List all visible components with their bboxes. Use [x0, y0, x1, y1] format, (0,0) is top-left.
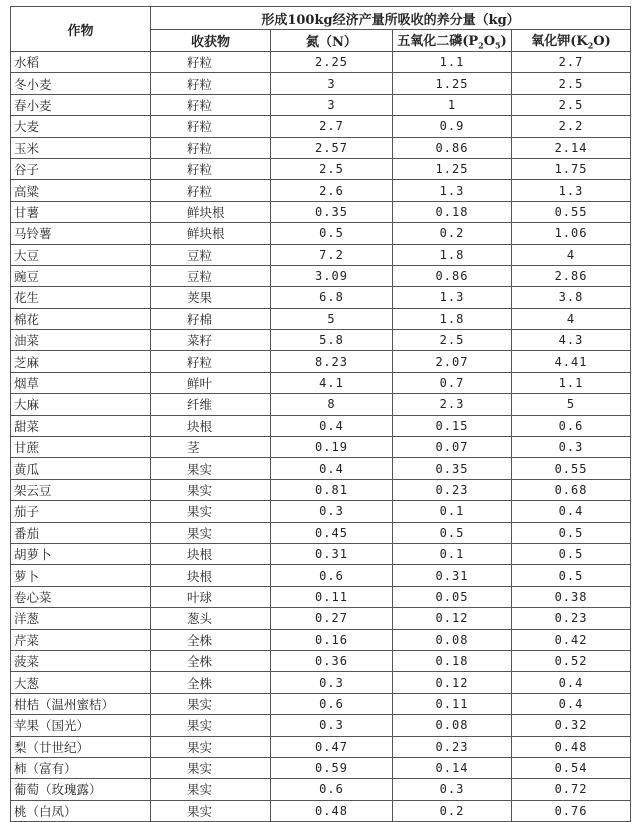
- phosphorus-cell: 0.15: [393, 415, 512, 436]
- harvest-part-cell: 鲜块根: [151, 223, 271, 244]
- table-row: [11, 73, 631, 94]
- harvest-part-cell: 籽粒: [151, 137, 271, 158]
- harvest-part-cell: 茎: [151, 437, 271, 458]
- nitrogen-cell: 8.23: [271, 351, 393, 372]
- crop-cell: 芝麻: [11, 351, 151, 372]
- table-row: [11, 137, 631, 158]
- nitrogen-cell: 0.3: [271, 501, 393, 522]
- potassium-cell: 0.4: [512, 693, 631, 714]
- crop-cell: 柿（富有）: [11, 757, 151, 778]
- potassium-cell: 0.72: [512, 779, 631, 800]
- potassium-cell: 1.3: [512, 180, 631, 201]
- table-row: [11, 244, 631, 265]
- potassium-cell: 0.48: [512, 736, 631, 757]
- nitrogen-cell: 0.16: [271, 629, 393, 650]
- phosphorus-cell: 0.5: [393, 522, 512, 543]
- potassium-cell: 2.2: [512, 116, 631, 137]
- phosphorus-cell: 0.86: [393, 265, 512, 286]
- crop-cell: 玉米: [11, 137, 151, 158]
- potassium-cell: 0.5: [512, 543, 631, 564]
- table-row: [11, 52, 631, 73]
- nitrogen-cell: 4.1: [271, 372, 393, 393]
- phosphorus-cell: 1.25: [393, 158, 512, 179]
- potassium-cell: 2.5: [512, 94, 631, 115]
- table-row: [11, 479, 631, 500]
- phosphorus-cell: 1.3: [393, 180, 512, 201]
- phosphorus-cell: 1: [393, 94, 512, 115]
- potassium-cell: 0.38: [512, 586, 631, 607]
- header-potassium-sub1: 2: [587, 40, 594, 51]
- crop-cell: 春小麦: [11, 94, 151, 115]
- phosphorus-cell: 2.3: [393, 394, 512, 415]
- nitrogen-cell: 0.6: [271, 779, 393, 800]
- potassium-cell: 4: [512, 308, 631, 329]
- table-row: [11, 458, 631, 479]
- phosphorus-cell: 0.1: [393, 543, 512, 564]
- phosphorus-cell: 1.1: [393, 52, 512, 73]
- harvest-part-cell: 鲜块根: [151, 201, 271, 222]
- harvest-part-cell: 菜籽: [151, 330, 271, 351]
- potassium-cell: 0.54: [512, 757, 631, 778]
- nitrogen-cell: 0.19: [271, 437, 393, 458]
- table-row: [11, 501, 631, 522]
- table-row: [11, 608, 631, 629]
- crop-cell: 甜菜: [11, 415, 151, 436]
- phosphorus-cell: 1.25: [393, 73, 512, 94]
- harvest-part-cell: 块根: [151, 543, 271, 564]
- table-row: [11, 116, 631, 137]
- phosphorus-cell: 0.08: [393, 715, 512, 736]
- harvest-part-cell: 全株: [151, 672, 271, 693]
- nitrogen-cell: 2.5: [271, 158, 393, 179]
- table-row: [11, 437, 631, 458]
- potassium-cell: 0.5: [512, 565, 631, 586]
- crop-cell: 番茄: [11, 522, 151, 543]
- potassium-cell: 0.23: [512, 608, 631, 629]
- crop-cell: 苹果（国光）: [11, 715, 151, 736]
- harvest-part-cell: 果实: [151, 522, 271, 543]
- phosphorus-cell: 0.31: [393, 565, 512, 586]
- table-row: [11, 158, 631, 179]
- table-row: [11, 736, 631, 757]
- potassium-cell: 0.6: [512, 415, 631, 436]
- harvest-part-cell: 豆粒: [151, 265, 271, 286]
- table-row: [11, 757, 631, 778]
- header-group: 形成100kg经济产量所吸收的养分量（kg）: [151, 7, 631, 30]
- crop-cell: 菠菜: [11, 650, 151, 671]
- nitrogen-cell: 0.4: [271, 458, 393, 479]
- crop-cell: 油菜: [11, 330, 151, 351]
- potassium-cell: 2.86: [512, 265, 631, 286]
- harvest-part-cell: 籽粒: [151, 180, 271, 201]
- phosphorus-cell: 0.23: [393, 479, 512, 500]
- potassium-cell: 0.32: [512, 715, 631, 736]
- potassium-cell: 0.4: [512, 672, 631, 693]
- table-row: [11, 650, 631, 671]
- crop-cell: 洋葱: [11, 608, 151, 629]
- crop-cell: 高粱: [11, 180, 151, 201]
- header-phosphorus-sub1: 2: [478, 40, 484, 51]
- nitrogen-cell: 0.81: [271, 479, 393, 500]
- header-harvest-part: 收获物: [151, 30, 271, 52]
- nitrogen-cell: 5: [271, 308, 393, 329]
- harvest-part-cell: 果实: [151, 479, 271, 500]
- phosphorus-cell: 0.11: [393, 693, 512, 714]
- phosphorus-cell: 1.8: [393, 244, 512, 265]
- harvest-part-cell: 籽粒: [151, 94, 271, 115]
- nitrogen-cell: 6.8: [271, 287, 393, 308]
- table-row: [11, 415, 631, 436]
- potassium-cell: 0.55: [512, 201, 631, 222]
- nitrogen-cell: 2.57: [271, 137, 393, 158]
- nitrogen-cell: 5.8: [271, 330, 393, 351]
- crop-cell: 柑桔（温州蜜桔）: [11, 693, 151, 714]
- table-row: [11, 779, 631, 800]
- harvest-part-cell: 籽粒: [151, 351, 271, 372]
- potassium-cell: 4: [512, 244, 631, 265]
- harvest-part-cell: 全株: [151, 650, 271, 671]
- potassium-cell: 0.68: [512, 479, 631, 500]
- harvest-part-cell: 叶球: [151, 586, 271, 607]
- nitrogen-cell: 3: [271, 73, 393, 94]
- harvest-part-cell: 果实: [151, 736, 271, 757]
- harvest-part-cell: 块根: [151, 415, 271, 436]
- phosphorus-cell: 0.23: [393, 736, 512, 757]
- table-row: [11, 693, 631, 714]
- table-row: [11, 287, 631, 308]
- harvest-part-cell: 籽粒: [151, 73, 271, 94]
- crop-cell: 谷子: [11, 158, 151, 179]
- header-phosphorus-mid: O: [483, 34, 496, 50]
- phosphorus-cell: 2.07: [393, 351, 512, 372]
- crop-cell: 甘薯: [11, 201, 151, 222]
- table-row: [11, 543, 631, 564]
- nitrogen-cell: 0.47: [271, 736, 393, 757]
- crop-cell: 马铃薯: [11, 223, 151, 244]
- phosphorus-cell: 2.5: [393, 330, 512, 351]
- nitrogen-cell: 0.5: [271, 223, 393, 244]
- nitrogen-cell: 0.35: [271, 201, 393, 222]
- phosphorus-cell: 1.3: [393, 287, 512, 308]
- harvest-part-cell: 果实: [151, 779, 271, 800]
- phosphorus-cell: 0.2: [393, 223, 512, 244]
- header-row-1: [11, 7, 631, 30]
- table-row: [11, 522, 631, 543]
- nitrogen-cell: 0.45: [271, 522, 393, 543]
- harvest-part-cell: 籽粒: [151, 116, 271, 137]
- table-row: [11, 308, 631, 329]
- table-row: [11, 330, 631, 351]
- crop-cell: 大葱: [11, 672, 151, 693]
- nitrogen-cell: 0.11: [271, 586, 393, 607]
- potassium-cell: 2.14: [512, 137, 631, 158]
- phosphorus-cell: 0.86: [393, 137, 512, 158]
- harvest-part-cell: 果实: [151, 501, 271, 522]
- crop-cell: 大麦: [11, 116, 151, 137]
- nitrogen-cell: 8: [271, 394, 393, 415]
- potassium-cell: 1.75: [512, 158, 631, 179]
- nitrogen-cell: 3: [271, 94, 393, 115]
- nitrogen-cell: 0.6: [271, 565, 393, 586]
- header-phosphorus: [393, 30, 512, 52]
- crop-cell: 冬小麦: [11, 73, 151, 94]
- phosphorus-cell: 0.18: [393, 650, 512, 671]
- nitrogen-cell: 3.09: [271, 265, 393, 286]
- header-phosphorus-prefix: 五氧化二磷(P: [397, 34, 479, 50]
- table-row: [11, 629, 631, 650]
- nutrient-uptake-table: [10, 6, 631, 822]
- harvest-part-cell: 果实: [151, 715, 271, 736]
- crop-cell: 花生: [11, 287, 151, 308]
- table-row: [11, 672, 631, 693]
- potassium-cell: 1.06: [512, 223, 631, 244]
- harvest-part-cell: 籽粒: [151, 52, 271, 73]
- header-nitrogen: 氮（N）: [271, 30, 393, 52]
- potassium-cell: 0.52: [512, 650, 631, 671]
- nitrogen-cell: 0.3: [271, 672, 393, 693]
- phosphorus-cell: 0.07: [393, 437, 512, 458]
- potassium-cell: 4.41: [512, 351, 631, 372]
- crop-cell: 桃（白凤）: [11, 800, 151, 821]
- harvest-part-cell: 果实: [151, 458, 271, 479]
- header-phosphorus-sub2: 5: [495, 40, 501, 51]
- table-row: [11, 201, 631, 222]
- nitrogen-cell: 7.2: [271, 244, 393, 265]
- table-row: [11, 715, 631, 736]
- crop-cell: 梨（廿世纪）: [11, 736, 151, 757]
- phosphorus-cell: 0.05: [393, 586, 512, 607]
- header-potassium-suffix: O): [593, 34, 611, 50]
- potassium-cell: 0.5: [512, 522, 631, 543]
- crop-cell: 卷心菜: [11, 586, 151, 607]
- header-crop: 作物: [11, 7, 151, 52]
- phosphorus-cell: 0.3: [393, 779, 512, 800]
- table-row: [11, 351, 631, 372]
- phosphorus-cell: 0.12: [393, 608, 512, 629]
- nitrogen-cell: 0.3: [271, 715, 393, 736]
- crop-cell: 胡萝卜: [11, 543, 151, 564]
- table-row: [11, 800, 631, 821]
- potassium-cell: 0.55: [512, 458, 631, 479]
- crop-cell: 烟草: [11, 372, 151, 393]
- crop-cell: 大麻: [11, 394, 151, 415]
- crop-cell: 芹菜: [11, 629, 151, 650]
- harvest-part-cell: 果实: [151, 693, 271, 714]
- nitrogen-cell: 0.48: [271, 800, 393, 821]
- harvest-part-cell: 籽棉: [151, 308, 271, 329]
- potassium-cell: 1.1: [512, 372, 631, 393]
- crop-cell: 甘蔗: [11, 437, 151, 458]
- potassium-cell: 4.3: [512, 330, 631, 351]
- phosphorus-cell: 0.18: [393, 201, 512, 222]
- phosphorus-cell: 1.8: [393, 308, 512, 329]
- table-row: [11, 372, 631, 393]
- nitrogen-cell: 0.36: [271, 650, 393, 671]
- nitrogen-cell: 0.31: [271, 543, 393, 564]
- harvest-part-cell: 果实: [151, 757, 271, 778]
- harvest-part-cell: 荚果: [151, 287, 271, 308]
- nutrient-table-container: [10, 6, 630, 822]
- potassium-cell: 3.8: [512, 287, 631, 308]
- table-row: [11, 180, 631, 201]
- table-row: [11, 394, 631, 415]
- table-body: [11, 52, 631, 822]
- harvest-part-cell: 籽粒: [151, 158, 271, 179]
- nitrogen-cell: 0.27: [271, 608, 393, 629]
- phosphorus-cell: 0.12: [393, 672, 512, 693]
- crop-cell: 豌豆: [11, 265, 151, 286]
- crop-cell: 大豆: [11, 244, 151, 265]
- harvest-part-cell: 果实: [151, 800, 271, 821]
- table-row: [11, 223, 631, 244]
- harvest-part-cell: 鲜叶: [151, 372, 271, 393]
- nitrogen-cell: 0.6: [271, 693, 393, 714]
- crop-cell: 萝卜: [11, 565, 151, 586]
- crop-cell: 棉花: [11, 308, 151, 329]
- header-phosphorus-suffix: ): [500, 34, 507, 50]
- phosphorus-cell: 0.35: [393, 458, 512, 479]
- potassium-cell: 2.5: [512, 73, 631, 94]
- potassium-cell: 0.42: [512, 629, 631, 650]
- crop-cell: 水稻: [11, 52, 151, 73]
- phosphorus-cell: 0.2: [393, 800, 512, 821]
- potassium-cell: 0.76: [512, 800, 631, 821]
- potassium-cell: 2.7: [512, 52, 631, 73]
- table-row: [11, 94, 631, 115]
- nitrogen-cell: 2.7: [271, 116, 393, 137]
- harvest-part-cell: 豆粒: [151, 244, 271, 265]
- potassium-cell: 0.3: [512, 437, 631, 458]
- phosphorus-cell: 0.1: [393, 501, 512, 522]
- crop-cell: 葡萄（玫瑰露）: [11, 779, 151, 800]
- crop-cell: 茄子: [11, 501, 151, 522]
- header-potassium: [512, 30, 631, 52]
- table-row: [11, 565, 631, 586]
- harvest-part-cell: 葱头: [151, 608, 271, 629]
- harvest-part-cell: 块根: [151, 565, 271, 586]
- harvest-part-cell: 全株: [151, 629, 271, 650]
- nitrogen-cell: 2.25: [271, 52, 393, 73]
- potassium-cell: 5: [512, 394, 631, 415]
- nitrogen-cell: 2.6: [271, 180, 393, 201]
- nitrogen-cell: 0.4: [271, 415, 393, 436]
- header-potassium-prefix: 氧化钾(K: [531, 34, 588, 50]
- crop-cell: 黄瓜: [11, 458, 151, 479]
- phosphorus-cell: 0.9: [393, 116, 512, 137]
- harvest-part-cell: 纤维: [151, 394, 271, 415]
- crop-cell: 架云豆: [11, 479, 151, 500]
- table-row: [11, 265, 631, 286]
- table-row: [11, 586, 631, 607]
- potassium-cell: 0.4: [512, 501, 631, 522]
- nitrogen-cell: 0.59: [271, 757, 393, 778]
- phosphorus-cell: 0.14: [393, 757, 512, 778]
- phosphorus-cell: 0.7: [393, 372, 512, 393]
- phosphorus-cell: 0.08: [393, 629, 512, 650]
